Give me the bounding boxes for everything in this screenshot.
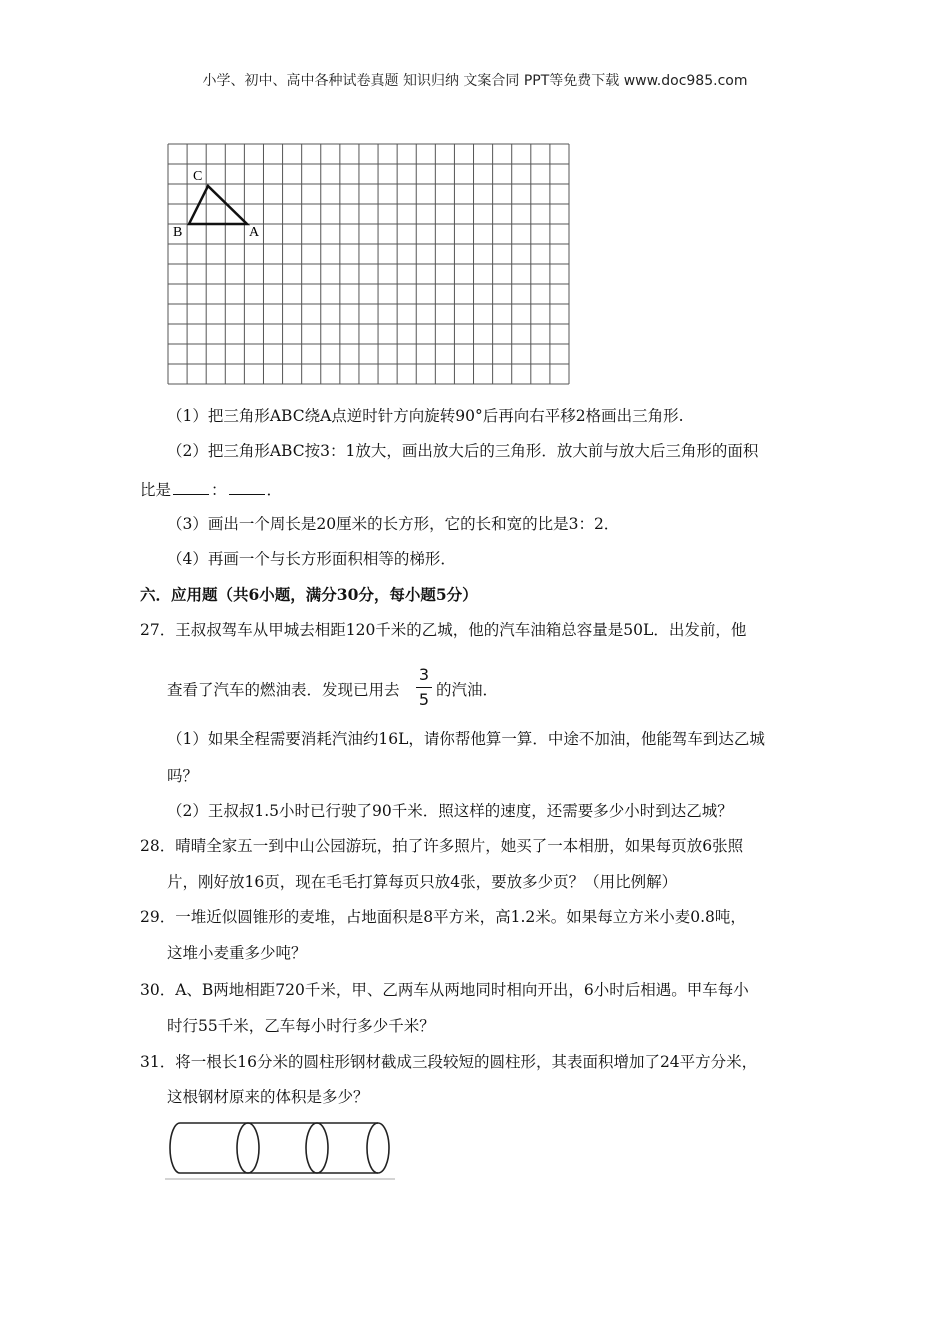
page-header: 小学、初中、高中各种试卷真题 知识归纳 文案合同 PPT等免费下载 www.doc985.com <box>202 73 748 89</box>
q26-part3: （3）画出一个周长是20厘米的长方形，它的长和宽的比是3：2． <box>167 515 620 533</box>
answer-blank-1 <box>173 494 209 495</box>
q26-part1: （1）把三角形ABC绕A点逆时针方向旋转90°后再向右平移2格画出三角形. <box>167 407 684 425</box>
q27-line2b: 的汽油． <box>436 681 499 699</box>
grid-figure <box>167 143 571 385</box>
q30-line1: 30．A、B两地相距720千米，甲、乙两车从两地同时相向开出，6小时后相遇。甲车每小 <box>140 981 749 999</box>
q26-part2a: （2）把三角形ABC按3：1放大，画出放大后的三角形．放大前与放大后三角形的面积 <box>167 442 759 460</box>
q27-sub1a: （1）如果全程需要消耗汽油约16L，请你帮他算一算．中途不加油，他能驾车到达乙城 <box>167 730 765 748</box>
q26-part4: （4）再画一个与长方形面积相等的梯形． <box>167 550 456 568</box>
q26-part2b-sep: ： <box>211 481 227 499</box>
q27-line1: 27．王叔叔驾车从甲城去相距120千米的乙城，他的汽车油箱总容量是50L．出发前，他 <box>140 621 747 639</box>
label-a: A <box>249 225 260 240</box>
label-c: C <box>193 169 203 184</box>
q26-part2b-pre: 比是 <box>140 481 172 499</box>
fraction-bar <box>416 687 432 688</box>
q27-sub1b: 吗？ <box>167 767 199 785</box>
label-b: B <box>173 225 183 240</box>
q30-line2: 时行55千米，乙车每小时行多少千米？ <box>167 1017 435 1035</box>
q28-line1: 28．晴晴全家五一到中山公园游玩，拍了许多照片，她买了一本相册，如果每页放6张照 <box>140 837 744 855</box>
fraction-numerator: 3 <box>418 665 430 684</box>
q29-line2: 这堆小麦重多少吨？ <box>167 944 307 962</box>
cylinder-figure <box>165 1118 397 1180</box>
q31-line1: 31．将一根长16分米的圆柱形钢材截成三段较短的圆柱形，其表面积增加了24平方分米， <box>140 1053 758 1071</box>
q29-line1: 29．一堆近似圆锥形的麦堆，占地面积是8平方米，高1.2米。如果每立方米小麦0.8吨， <box>140 908 746 926</box>
q31-line2: 这根钢材原来的体积是多少？ <box>167 1088 369 1106</box>
triangle-abc <box>189 186 247 224</box>
q28-line2: 片，刚好放16页，现在毛毛打算每页只放4张，要放多少页？（用比例解） <box>167 873 678 891</box>
fraction-denominator: 5 <box>418 690 430 709</box>
q26-part2b-end: ． <box>266 481 283 499</box>
fraction-three-fifths <box>415 665 433 711</box>
q26-part2b <box>140 480 282 500</box>
q27-sub2: （2）王叔叔1.5小时已行驶了90千米．照这样的速度，还需要多少小时到达乙城？ <box>167 802 733 820</box>
answer-blank-2 <box>229 494 265 495</box>
q27-line2a: 查看了汽车的燃油表．发现已用去 <box>167 681 400 699</box>
section-title: 六．应用题（共6小题，满分30分，每小题5分） <box>140 585 478 604</box>
